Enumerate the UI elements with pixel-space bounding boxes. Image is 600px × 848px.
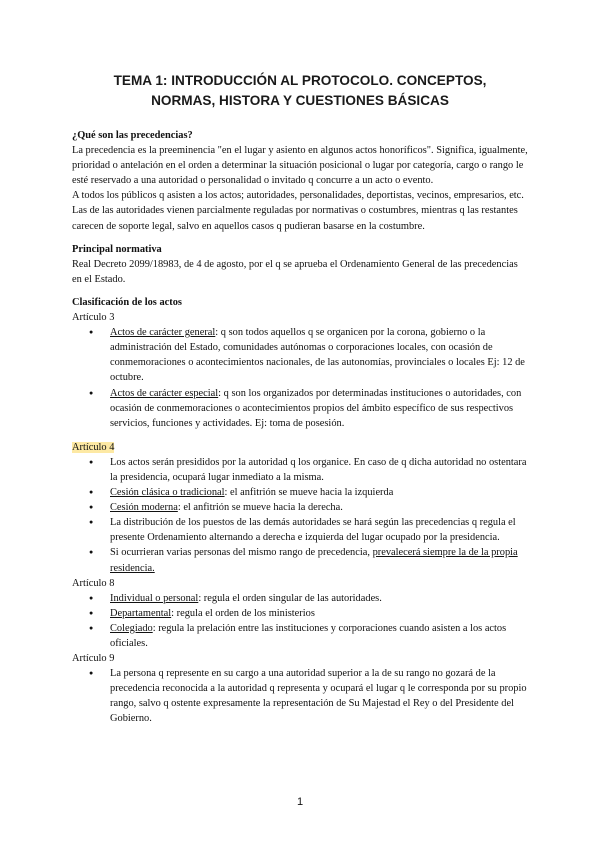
- article-9-list: [72, 666, 528, 726]
- article-heading-3: Artículo 3: [72, 312, 115, 324]
- list-item: [72, 386, 528, 431]
- item-text: : regula la prelación entre las instituciones y corporaciones cuando asisten a los actos oficiales.: [110, 622, 507, 649]
- item-text: : q son los organizados por determinadas instituciones o autoridades, con ocasión de conmemoraciones o acontecimientos propios del ámbito específico de sus respectivos servicios, funciones y actividades. Ej: toma de posesión.: [110, 387, 522, 429]
- highlighted-article-heading: Artículo 4: [72, 441, 115, 453]
- article-8-list: [72, 591, 528, 651]
- article-3-list: [72, 325, 528, 431]
- item-text: Si ocurrieran varias personas del mismo rango de precedencia,: [110, 547, 373, 559]
- item-text: : regula el orden singular de las autoridades.: [198, 592, 382, 604]
- list-item: [72, 591, 528, 606]
- paragraph: A todos los públicos q asisten a los actos; autoridades, personalidades, deportistas, vecinos, empresarios, etc. Las de las autoridades vienen parcialmente reguladas por normativas o costumbres, mientras q las restantes carecen de soporte legal, salvo en aquellos casos q pudieran basarse en la costumbre.: [72, 190, 524, 232]
- section-heading-precedencias: ¿Qué son las precedencias?: [72, 130, 193, 141]
- list-item: [72, 545, 528, 575]
- article-heading-9: Artículo 9: [72, 653, 115, 665]
- term: Individual o personal: [110, 592, 199, 604]
- list-item: [72, 325, 528, 385]
- term: Actos de carácter general: [110, 327, 216, 339]
- document-body: [72, 128, 528, 727]
- item-text: : el anfitrión se mueve hacia la derecha.: [177, 502, 343, 514]
- list-item: [72, 485, 528, 500]
- section-heading-normativa: Principal normativa: [72, 243, 162, 255]
- article-heading-8: Artículo 8: [72, 577, 115, 589]
- section-heading-clasificacion: Clasificación de los actos: [72, 296, 182, 308]
- item-text: : q son todos aquellos q se organicen por la corona, gobierno o la administración del Estado, comunidades autónomas o corporaciones locales, con ocasión de conmemoraciones o acontecimientos nacionales, de las autonomías, provinciales o locales Ej: 12 de octubre.: [110, 327, 525, 384]
- term: Departamental: [110, 607, 172, 619]
- term: Actos de carácter especial: [110, 387, 219, 399]
- item-text: : el anfitrión se mueve hacia la izquierda: [224, 487, 394, 499]
- list-item: [72, 455, 528, 485]
- list-item: [72, 500, 528, 515]
- term: Cesión clásica o tradicional: [110, 487, 225, 499]
- paragraph: Real Decreto 2099/18983, de 4 de agosto, por el q se aprueba el Ordenamiento General de las precedencias en el Estado.: [72, 258, 518, 285]
- list-item: [72, 606, 528, 621]
- list-item: [72, 621, 528, 651]
- list-item: [72, 666, 528, 726]
- item-text: Los actos serán presididos por la autoridad q los organice. En caso de q dicha autoridad no ostentara la presidencia, ocupará lugar inmediato a la misma.: [110, 456, 527, 483]
- article-heading-4: [72, 440, 528, 455]
- item-text: : regula el orden de los ministerios: [171, 607, 315, 619]
- article-4-list: [72, 455, 528, 576]
- page-number: 1: [296, 796, 304, 808]
- term: Colegiado: [110, 622, 153, 634]
- title-line-2: NORMAS, HISTORA Y CUESTIONES BÁSICAS: [151, 93, 449, 108]
- paragraph: La precedencia es la preeminencia "en el lugar y asiento en algunos actos honoríficos". Significa, igualmente, prioridad o antelación en el orden a determinar la situación posicional o lugar por categoría, cargo o rango le esté reservado a una autoridad o personalidad o invitado q concurre a un acto o evento.: [72, 145, 528, 187]
- term: prevalecerá siempre la de la propia residencia.: [110, 547, 518, 574]
- term: Cesión moderna: [110, 502, 178, 514]
- item-text: La persona q represente en su cargo a una autoridad superior a la de su rango no gozará de la precedencia reconocida a la autoridad q representa y ocupará el lugar q le corresponda por su propio rango, salvo q ostente expresamente la representación de Su Majestad el Rey o del Presidente del Gobierno.: [110, 668, 527, 725]
- list-item: [72, 515, 528, 545]
- item-text: La distribución de los puestos de las demás autoridades se hará según las precedencias q regula el presente Ordenamiento alternando a derecha e izquierda del lugar ocupado por la presidencia.: [110, 517, 516, 544]
- title-line-1: TEMA 1: INTRODUCCIÓN AL PROTOCOLO. CONCEPTOS,: [113, 73, 487, 88]
- document-title: [60, 71, 540, 111]
